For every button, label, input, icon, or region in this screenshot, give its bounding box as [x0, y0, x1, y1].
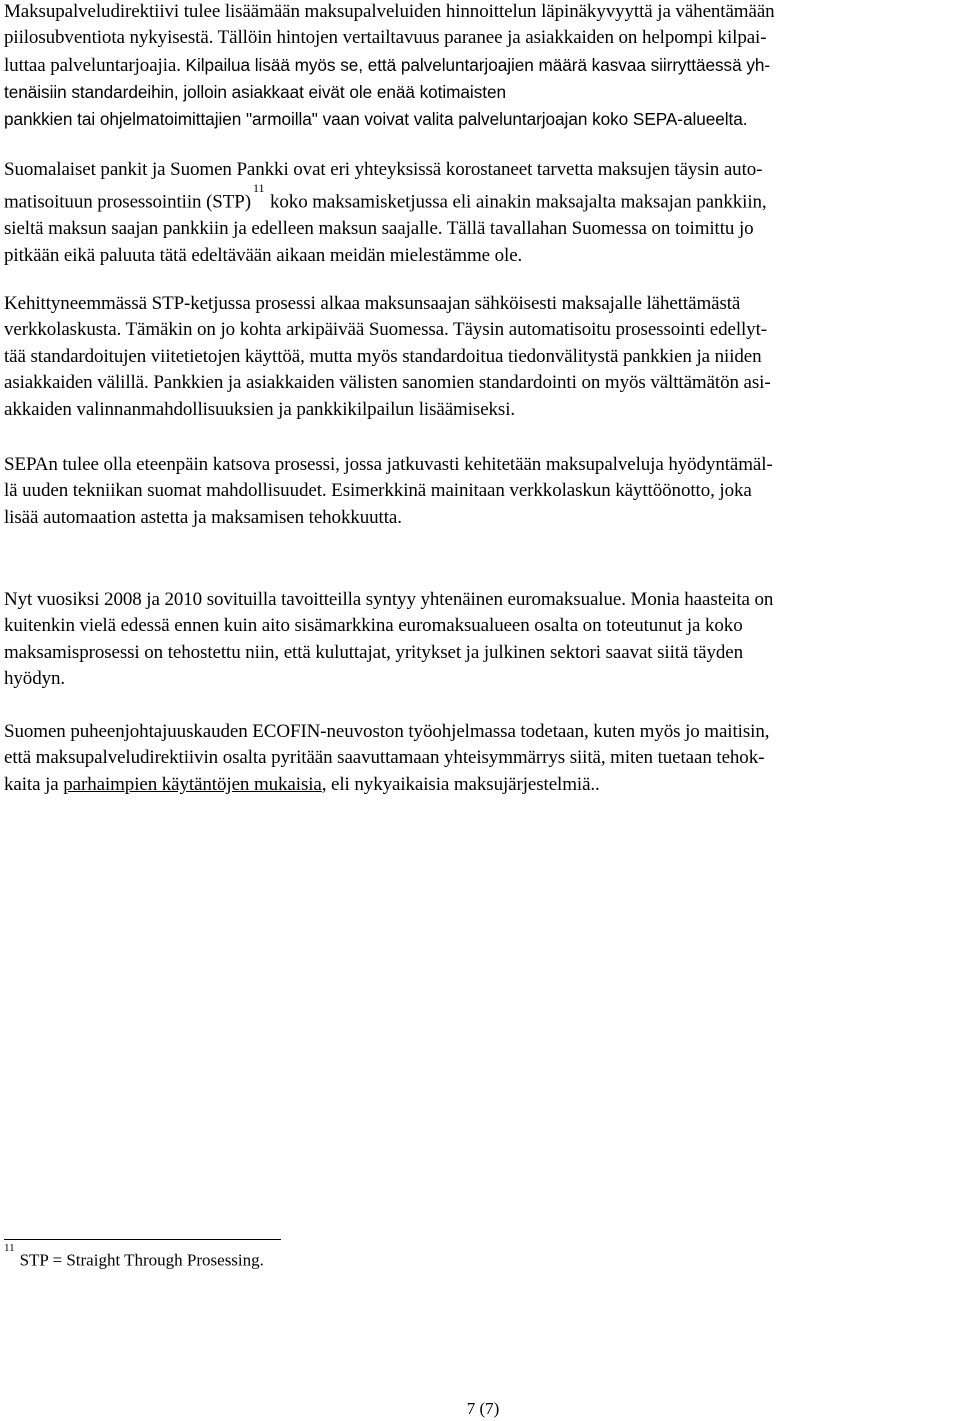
text-line: akkaiden valinnanmahdollisuuksien ja pankkikilpailun lisäämiseksi.	[4, 398, 516, 420]
text-line	[4, 772, 769, 798]
footnote-separator	[4, 1239, 281, 1240]
paragraph-5	[4, 587, 773, 693]
text-line: SEPAn tulee olla eteenpäin katsova prosessi, jossa jatkuvasti kehitetään maksupalveluja hyödyntämäl-	[4, 454, 773, 475]
text-line: kuitenkin vielä edessä ennen kuin aito sisämarkkina euromaksualueen osalta on toteutunut ja koko	[4, 615, 743, 637]
paragraph-4	[4, 452, 773, 531]
text-line	[4, 52, 775, 79]
text-line: Nyt vuosiksi 2008 ja 2010 sovituilla tavoitteilla syntyy yhtenäinen euromaksualue. Monia haasteita on	[4, 589, 774, 610]
text-line	[4, 183, 767, 216]
text-line-sans: pankkien tai ohjelmatoimittajien "armoilla" vaan voivat valita palveluntarjoajan koko SEPA-alueelta.	[4, 108, 748, 129]
text-segment: , eli nykyaikaisia maksujärjestelmiä..	[321, 773, 600, 795]
text-line: lä uuden tekniikan suomat mahdollisuudet. Esimerkkinä mainitaan verkkolaskun käyttöönotto, joka	[4, 480, 752, 502]
text-line: sieltä maksun saajan pankkiin ja edelleen maksun saajalle. Tällä tavallahan Suomessa on toimittu jo	[4, 218, 754, 240]
text-line: maksamisprosessi on tehostettu niin, että kuluttajat, yritykset ja julkinen sektori saavat siitä täyden	[4, 641, 743, 663]
footnote-reference[interactable]: 11	[252, 181, 265, 196]
text-line: että maksupalveludirektiivin osalta pyritään saavuttamaan yhteisymmärrys siitä, miten tuetaan tehok-	[4, 747, 765, 769]
text-line: hyödyn.	[4, 668, 66, 690]
text-segment: matisoituun prosessointiin (STP)	[4, 191, 251, 213]
paragraph-2	[4, 157, 767, 269]
underlined-text: parhaimpien käytäntöjen mukaisia	[63, 773, 322, 795]
text-line: Kehittyneemmässä STP-ketjussa prosessi alkaa maksunsaajan sähköisesti maksajalle lähettämästä	[4, 293, 741, 314]
text-segment: luttaa palveluntarjoajia.	[4, 54, 186, 76]
text-line-sans: tenäisiin standardeihin, jolloin asiakkaat eivät ole enää kotimaisten	[4, 82, 506, 103]
footnote-mark: 11	[4, 1242, 15, 1254]
footnote-text: STP = Straight Through Prosessing.	[19, 1250, 264, 1270]
text-line: lisää automaation astetta ja maksamisen tehokkuutta.	[4, 506, 402, 528]
text-line: piilosubventiota nykyisestä. Tällöin hintojen vertailtavuus paranee ja asiakkaiden on helpompi kilpai-	[4, 27, 767, 49]
text-line: asiakkaiden välillä. Pankkien ja asiakkaiden välisten sanomien standardointi on myös välttämätön asi-	[4, 372, 771, 394]
text-segment-sans: Kilpailua lisää myös se, että palveluntarjoajien määrä kasvaa siirryttäessä yh-	[185, 54, 771, 75]
text-segment: koko maksamisketjussa eli ainakin maksajalta maksajan pankkiin,	[265, 191, 767, 213]
page-number: 7 (7)	[466, 1399, 500, 1418]
paragraph-3	[4, 291, 771, 423]
text-line: verkkolaskusta. Tämäkin on jo kohta arkipäivää Suomessa. Täysin automatisoitu prosessointi edellyt-	[4, 319, 767, 341]
text-line: tää standardoitujen viitetietojen käyttöä, mutta myös standardoitua tiedonvälitystä pankkien ja niiden	[4, 345, 762, 367]
text-line: pitkään eikä paluuta tätä edeltävään aikaan meidän mielestämme ole.	[4, 244, 523, 266]
paragraph-1	[4, 0, 775, 132]
paragraph-6	[4, 719, 769, 798]
text-line: Maksupalveludirektiivi tulee lisäämään maksupalveluiden hinnoittelun läpinäkyvyyttä ja vähentämään	[4, 1, 775, 22]
text-line: Suomen puheenjohtajuuskauden ECOFIN-neuvoston työohjelmassa todetaan, kuten myös jo maitisin,	[4, 721, 770, 742]
footnote	[4, 1242, 264, 1272]
text-line: Suomalaiset pankit ja Suomen Pankki ovat eri yhteyksissä korostaneet tarvetta maksujen täysin auto-	[4, 159, 763, 180]
text-segment: kaita ja	[4, 773, 64, 795]
